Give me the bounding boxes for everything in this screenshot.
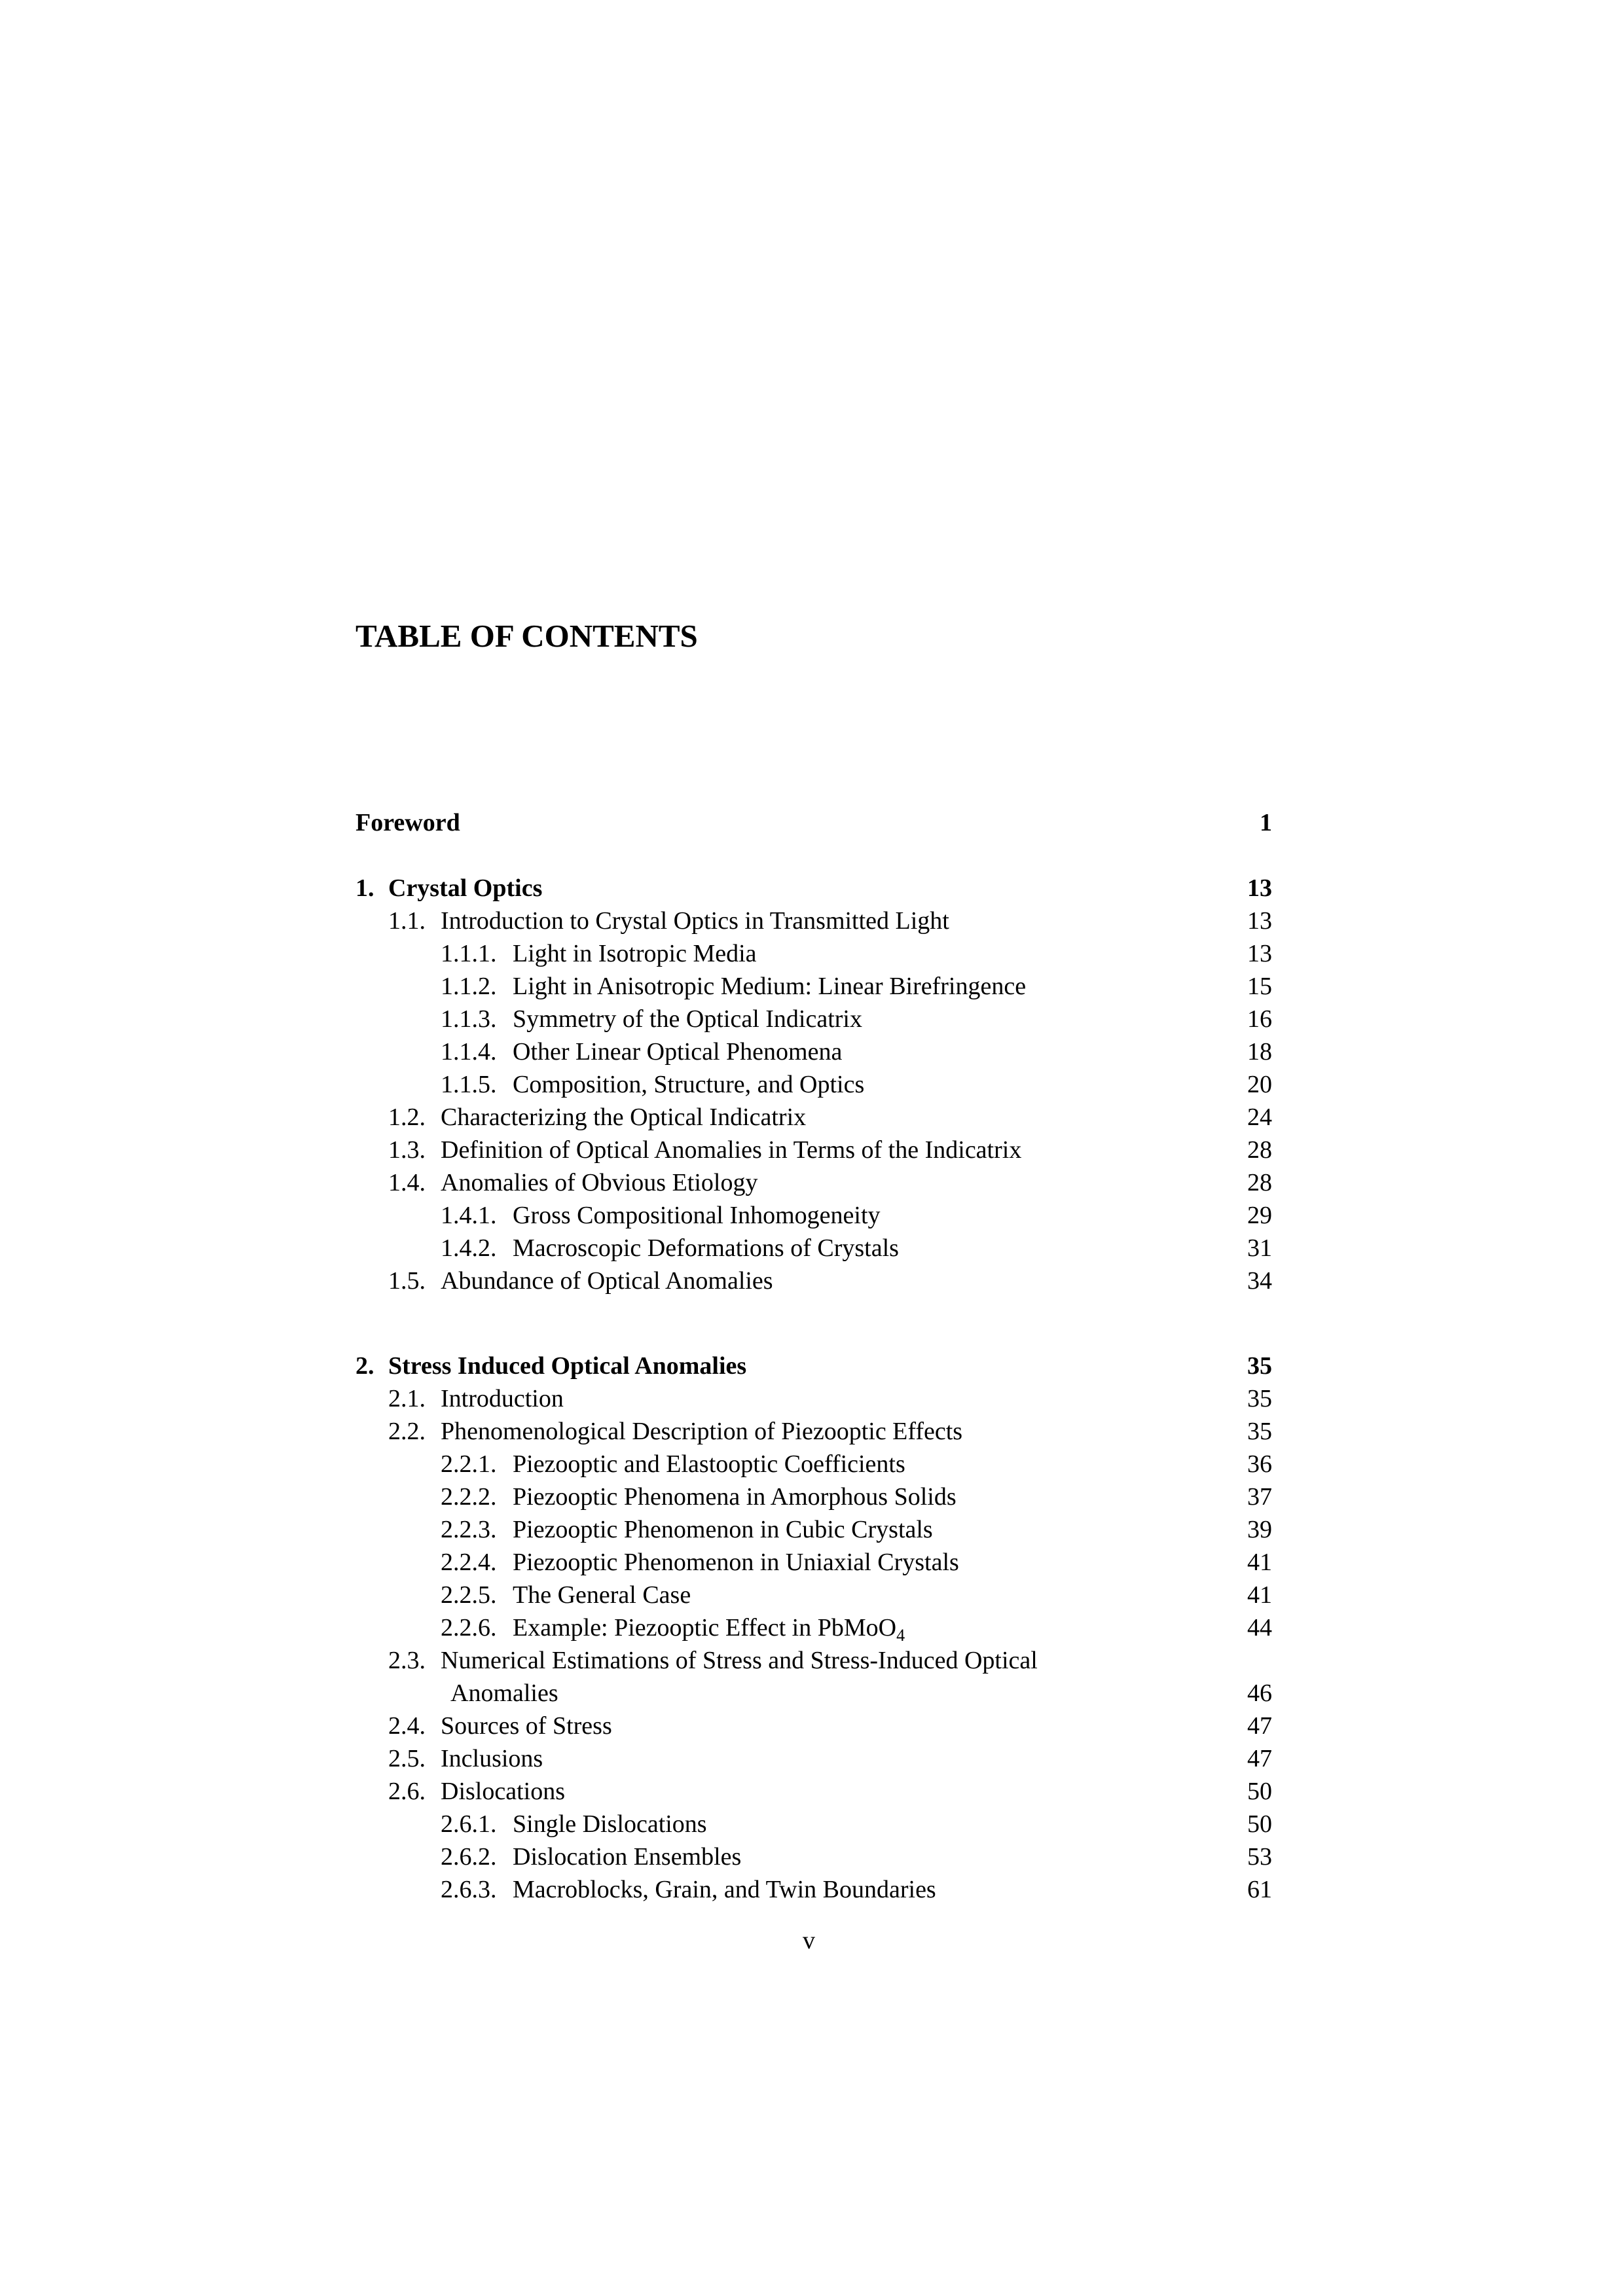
toc-section-1-1	[356, 905, 1272, 937]
toc-entry-number: 2.5.	[388, 1745, 426, 1772]
toc-entry-title: Anomalies	[450, 1679, 558, 1707]
toc-entry-title: Macroblocks, Grain, and Twin Boundaries	[513, 1876, 936, 1903]
toc-entry-number: 2.4.	[388, 1712, 426, 1740]
toc-entry-page: 34	[1247, 1267, 1272, 1295]
toc-subsection-2-6-1	[356, 1808, 1272, 1840]
toc-entry-page: 35	[1247, 1385, 1272, 1412]
toc-entry-title: Numerical Estimations of Stress and Stress-Induced Optical	[441, 1647, 1038, 1674]
toc-subsection-2-6-2	[356, 1840, 1272, 1873]
toc-entry-number: 1.1.3.	[441, 1005, 497, 1033]
toc-entry-title: Single Dislocations	[513, 1810, 707, 1838]
toc-entry-page: 50	[1247, 1778, 1272, 1805]
toc-entry-foreword	[356, 806, 1272, 839]
toc-entry-page: 47	[1247, 1712, 1272, 1740]
toc-section-2-6	[356, 1775, 1272, 1808]
toc-entry-page: 15	[1247, 973, 1272, 1000]
toc-entry-number: 2.2.2.	[441, 1483, 497, 1511]
toc-subsection-1-4-2	[356, 1232, 1272, 1265]
toc-subsection-2-2-1	[356, 1448, 1272, 1480]
toc-entry-page: 1	[1260, 809, 1272, 836]
toc-subsection-1-1-5	[356, 1068, 1272, 1101]
toc-entry-number: 1.2.	[388, 1103, 426, 1131]
toc-entry-page: 18	[1247, 1038, 1272, 1066]
toc-entry-page: 61	[1247, 1876, 1272, 1903]
toc-subsection-1-1-1	[356, 937, 1272, 970]
toc-entry-title: Light in Anisotropic Medium: Linear Birefringence	[513, 973, 1027, 1000]
toc-entry-title: Dislocation Ensembles	[513, 1843, 742, 1871]
toc-subsection-2-2-5	[356, 1579, 1272, 1611]
toc-entry-number: 2.6.2.	[441, 1843, 497, 1871]
toc-chapter-2	[356, 1350, 1272, 1382]
toc-entry-title	[513, 1611, 905, 1644]
toc-entry-number: 1.4.	[388, 1169, 426, 1196]
toc-entry-number: 2.3.	[388, 1647, 426, 1674]
toc-section-2-3-continued	[356, 1677, 1272, 1710]
toc-entry-title: Sources of Stress	[441, 1712, 612, 1740]
toc-entry-page: 47	[1247, 1745, 1272, 1772]
toc-subsection-1-1-4	[356, 1035, 1272, 1068]
toc-entry-number: 2.6.1.	[441, 1810, 497, 1838]
toc-entry-page: 39	[1247, 1516, 1272, 1543]
toc-entry-title: Phenomenological Description of Piezooptic Effects	[441, 1418, 963, 1445]
toc-chapter-1	[356, 872, 1272, 905]
toc-entry-page: 29	[1247, 1202, 1272, 1229]
toc-entry-page: 13	[1247, 874, 1272, 902]
toc-entry-number: 1.5.	[388, 1267, 426, 1295]
toc-subsection-1-1-3	[356, 1003, 1272, 1035]
toc-entry-title: Introduction	[441, 1385, 564, 1412]
toc-entry-number: 1.1.1.	[441, 940, 497, 967]
toc-entry-page: 53	[1247, 1843, 1272, 1871]
toc-entry-title: Stress Induced Optical Anomalies	[388, 1352, 747, 1380]
chemical-subscript: 4	[896, 1626, 905, 1645]
page-title: TABLE OF CONTENTS	[356, 618, 698, 654]
toc-entry-title: Piezooptic Phenomenon in Uniaxial Crystals	[513, 1549, 959, 1576]
toc-entry-number: 2.2.5.	[441, 1581, 497, 1609]
toc-entry-number: 2.6.	[388, 1778, 426, 1805]
toc-entry-title: Piezooptic and Elastooptic Coefficients	[513, 1450, 905, 1478]
toc-entry-page: 31	[1247, 1234, 1272, 1262]
toc-entry-page: 35	[1247, 1352, 1272, 1380]
toc-entry-title: Piezooptic Phenomenon in Cubic Crystals	[513, 1516, 933, 1543]
toc-entry-page: 20	[1247, 1071, 1272, 1098]
toc-entry-title: Light in Isotropic Media	[513, 940, 757, 967]
toc-entry-number: 2.6.3.	[441, 1876, 497, 1903]
toc-entry-number: 2.2.6.	[441, 1614, 497, 1641]
toc-entry-number: 1.1.	[388, 907, 426, 935]
toc-subsection-1-1-2	[356, 970, 1272, 1003]
toc-entry-page: 35	[1247, 1418, 1272, 1445]
toc-subsection-2-2-3	[356, 1513, 1272, 1546]
toc-section-1-5	[356, 1265, 1272, 1297]
toc-entry-page: 37	[1247, 1483, 1272, 1511]
toc-entry-page: 13	[1247, 907, 1272, 935]
toc-entry-page: 16	[1247, 1005, 1272, 1033]
toc-section-1-2	[356, 1101, 1272, 1134]
toc-section-1-3	[356, 1134, 1272, 1166]
toc-entry-title: Composition, Structure, and Optics	[513, 1071, 865, 1098]
toc-entry-number: 2.1.	[388, 1385, 426, 1412]
toc-entry-page: 28	[1247, 1169, 1272, 1196]
toc-subsection-2-2-6	[356, 1611, 1272, 1644]
toc-entry-page: 36	[1247, 1450, 1272, 1478]
toc-entry-number: 1.	[356, 874, 374, 902]
toc-entry-page: 44	[1247, 1614, 1272, 1641]
toc-entry-title: Gross Compositional Inhomogeneity	[513, 1202, 881, 1229]
toc-section-2-5	[356, 1742, 1272, 1775]
toc-entry-number: 1.3.	[388, 1136, 426, 1164]
toc-entry-number: 1.1.5.	[441, 1071, 497, 1098]
toc-entry-page: 13	[1247, 940, 1272, 967]
toc-entry-title: Abundance of Optical Anomalies	[441, 1267, 773, 1295]
toc-entry-page: 41	[1247, 1549, 1272, 1576]
toc-entry-title: Foreword	[356, 809, 460, 836]
toc-entry-number: 1.4.1.	[441, 1202, 497, 1229]
toc-entry-title: Symmetry of the Optical Indicatrix	[513, 1005, 862, 1033]
toc-subsection-1-4-1	[356, 1199, 1272, 1232]
toc-section-2-4	[356, 1710, 1272, 1742]
toc-entry-number: 2.2.	[388, 1418, 426, 1445]
toc-section-1-4	[356, 1166, 1272, 1199]
toc-entry-number: 1.1.2.	[441, 973, 497, 1000]
toc-entry-title: Other Linear Optical Phenomena	[513, 1038, 843, 1066]
toc-entry-title: Crystal Optics	[388, 874, 543, 902]
page-number: v	[803, 1927, 815, 1954]
toc-entry-page: 50	[1247, 1810, 1272, 1838]
toc-subsection-2-6-3	[356, 1873, 1272, 1906]
toc-section-2-3	[356, 1644, 1272, 1677]
toc-entry-title: The General Case	[513, 1581, 691, 1609]
toc-section-2-2	[356, 1415, 1272, 1448]
toc-entry-title: Piezooptic Phenomena in Amorphous Solids	[513, 1483, 957, 1511]
toc-entry-title: Anomalies of Obvious Etiology	[441, 1169, 758, 1196]
toc-subsection-2-2-2	[356, 1480, 1272, 1513]
toc-entry-title: Definition of Optical Anomalies in Terms of the Indicatrix	[441, 1136, 1022, 1164]
toc-entry-number: 2.2.1.	[441, 1450, 497, 1478]
toc-entry-page: 41	[1247, 1581, 1272, 1609]
toc-entry-title: Inclusions	[441, 1745, 543, 1772]
toc-section-2-1	[356, 1382, 1272, 1415]
toc-entry-title: Dislocations	[441, 1778, 565, 1805]
toc-entry-title: Macroscopic Deformations of Crystals	[513, 1234, 899, 1262]
toc-entry-title: Introduction to Crystal Optics in Transmitted Light	[441, 907, 949, 935]
toc-entry-number: 2.2.3.	[441, 1516, 497, 1543]
toc-subsection-2-2-4	[356, 1546, 1272, 1579]
toc-entry-number: 2.	[356, 1352, 374, 1380]
toc-entry-title-text: Example: Piezooptic Effect in PbMoO	[513, 1614, 897, 1641]
toc-entry-page: 24	[1247, 1103, 1272, 1131]
toc-entry-page: 46	[1247, 1679, 1272, 1707]
toc-entry-number: 1.1.4.	[441, 1038, 497, 1066]
toc-entry-number: 1.4.2.	[441, 1234, 497, 1262]
toc-entry-page: 28	[1247, 1136, 1272, 1164]
toc-entry-number: 2.2.4.	[441, 1549, 497, 1576]
toc-entry-title: Characterizing the Optical Indicatrix	[441, 1103, 807, 1131]
